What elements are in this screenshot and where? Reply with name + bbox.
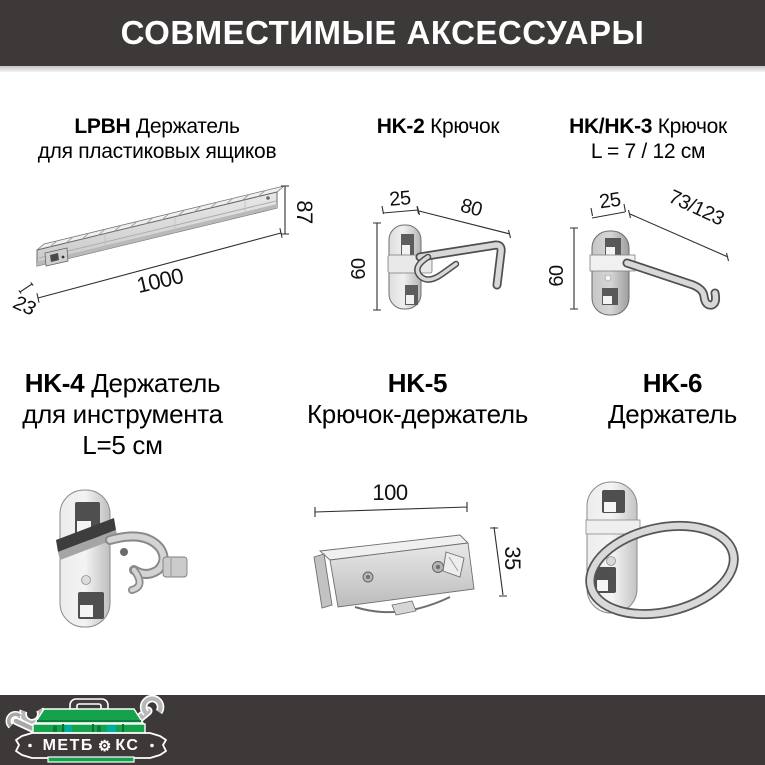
dim-hk5-height: 35 [500,546,525,570]
brand-wordmark [30,737,152,755]
product-code: LPBH [74,115,131,138]
dim-hk5-width: 100 [372,480,408,505]
dim-hk2-height: 60 [348,258,370,280]
dim-hk3-height: 60 [546,265,568,287]
product-size: L = 7 / 12 см [590,140,706,163]
product-code: HK-4 [24,368,85,398]
product-name-2: для инструмента [22,399,223,429]
dim-hk3-length: 73/123 [665,185,728,231]
product-title-hk2 [348,114,528,139]
product-title-hk4 [10,368,235,461]
dim-hk2-width: 25 [388,187,412,211]
product-title-hk3 [548,114,748,164]
product-name: Держатель [135,115,240,138]
product-code: HK-2 [376,115,425,138]
product-name: Крючок-держатель [306,399,529,429]
product-name: Крючок [657,115,727,138]
product-name: Держатель [91,368,221,398]
dim-hk3-width: 25 [597,188,622,214]
product-size: L=5 см [82,430,163,460]
product-code: HK/HK-3 [569,115,653,138]
product-title-hk6 [565,368,765,430]
header-shadow [0,66,765,72]
product-code: HK-6 [642,368,703,398]
brand-text-right: КС [115,737,140,754]
dim-hk2-length: 80 [458,194,485,222]
hk4-photo [50,478,200,646]
hk3-drawing [555,185,765,330]
page-title: СОВМЕСТИМЫЕ АКСЕССУАРЫ [120,14,645,51]
product-title-hk5 [295,368,540,430]
product-title-lpbh [27,114,287,164]
lpbh-drawing [10,180,320,330]
header-bar [0,0,765,66]
product-code: HK-5 [387,368,448,398]
logo-green-bar [48,757,134,762]
product-name: Крючок [430,115,500,138]
hk2-drawing [350,185,530,330]
dim-lpbh-depth: 23 [9,292,40,320]
product-name: Держатель [607,399,738,429]
dim-lpbh-height: 87 [292,200,317,224]
product-name-2: для пластиковых ящиков [37,140,277,163]
dim-lpbh-length: 1000 [134,263,186,298]
brand-text-left: МЕТБ [42,737,94,754]
gear-icon: ⚙ [97,738,112,755]
hk6-photo [585,472,745,647]
